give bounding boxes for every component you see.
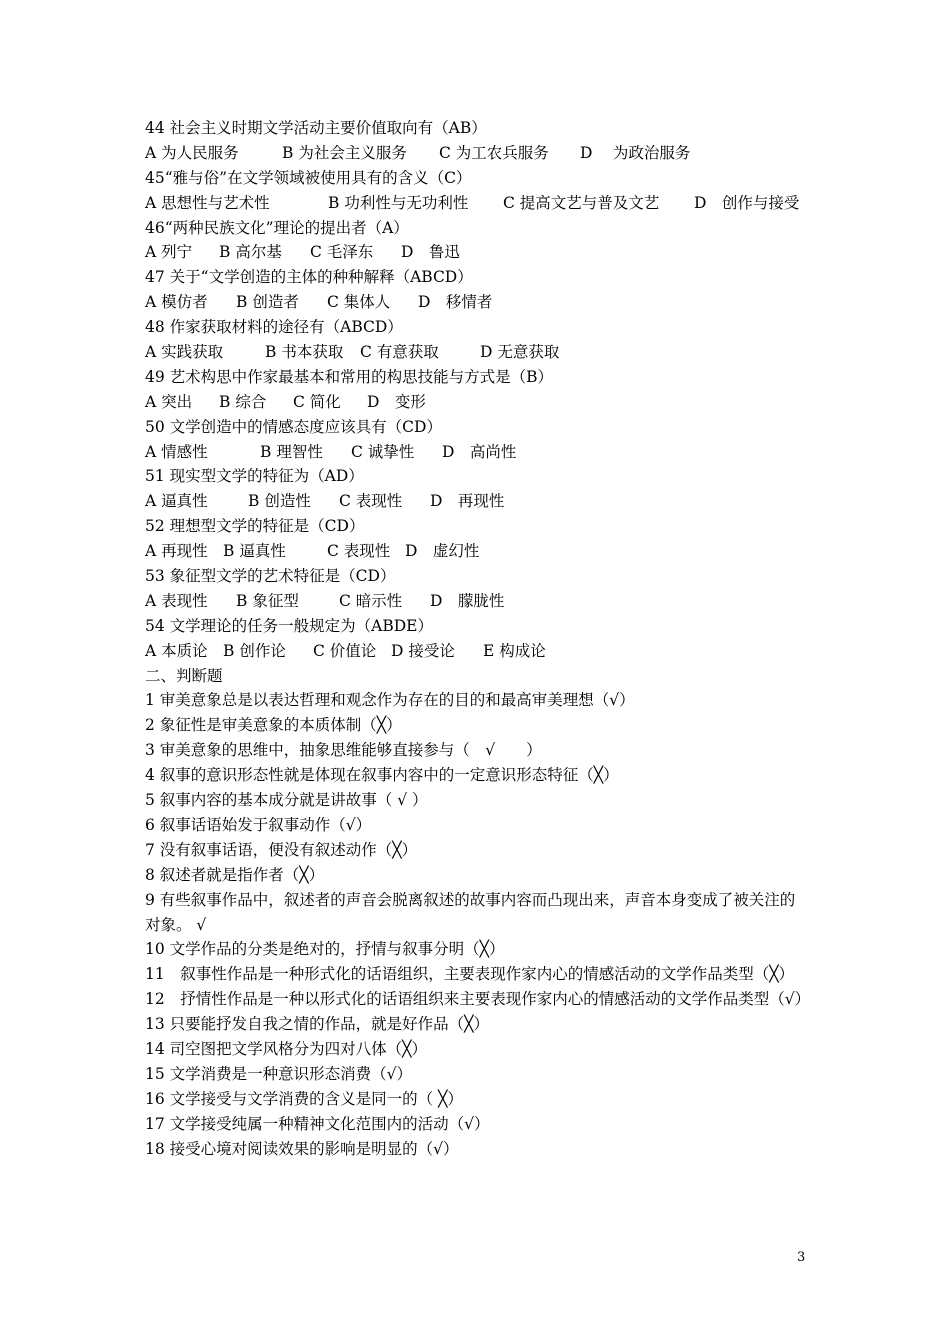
judgement-item: 18 接受心境对阅读效果的影响是明显的（√） bbox=[145, 1139, 459, 1158]
option: C 集体人 bbox=[327, 293, 391, 312]
judgement-item: 9 有些叙事作品中，叙述者的声音会脱离叙述的故事内容而凸现出来，声音本身变成了被关注的对象。 √ bbox=[145, 890, 796, 934]
section-title: 二、判断题 bbox=[145, 666, 223, 685]
question-stem: 52 理想型文学的特征是（CD） bbox=[145, 517, 365, 536]
question-stem: 50 文学创造中的情感态度应该具有（CD） bbox=[145, 417, 442, 436]
option: D 移情者 bbox=[418, 293, 493, 312]
judgement-item: 14 司空图把文学风格分为四对八体（╳） bbox=[145, 1040, 427, 1059]
judgement-item: 1 审美意象总是以表达哲理和观念作为存在的目的和最高审美理想（√） bbox=[145, 691, 635, 710]
answer-options bbox=[145, 340, 810, 365]
option: A 模仿者 bbox=[145, 293, 208, 312]
option: D 无意获取 bbox=[480, 343, 560, 362]
option: D 鲁迅 bbox=[401, 243, 460, 262]
page-number: 3 bbox=[797, 1250, 806, 1265]
option: A 逼真性 bbox=[145, 492, 208, 511]
question-stem: 53 象征型文学的艺术特征是（CD） bbox=[145, 567, 396, 586]
option: D 变形 bbox=[367, 392, 426, 411]
judgement-item: 15 文学消费是一种意识形态消费（√） bbox=[145, 1064, 413, 1083]
option: C 提高文艺与普及文艺 bbox=[503, 193, 660, 212]
option: B 书本获取 bbox=[265, 343, 344, 362]
judgement-item: 13 只要能抒发自我之情的作品，就是好作品（╳） bbox=[145, 1015, 489, 1034]
option: B 逼真性 bbox=[223, 542, 286, 561]
option: A 表现性 bbox=[145, 591, 208, 610]
option: C 有意获取 bbox=[360, 343, 439, 362]
judgement-item: 5 叙事内容的基本成分就是讲故事（ √ ） bbox=[145, 791, 428, 810]
judgement-item: 8 叙述者就是指作者（╳） bbox=[145, 865, 325, 884]
answer-options bbox=[145, 639, 810, 664]
option: B 综合 bbox=[219, 392, 267, 411]
option: D 再现性 bbox=[430, 492, 505, 511]
option: D 高尚性 bbox=[442, 442, 517, 461]
option: A 为人民服务 bbox=[145, 143, 239, 162]
question-stem: 48 作家获取材料的途径有（ABCD） bbox=[145, 318, 403, 337]
option: A 情感性 bbox=[145, 442, 208, 461]
option: B 理智性 bbox=[260, 442, 323, 461]
option: C 表现性 bbox=[339, 492, 403, 511]
option: A 列宁 bbox=[145, 243, 193, 262]
option: D 接受论 bbox=[391, 641, 455, 660]
option: D 朦胧性 bbox=[430, 591, 505, 610]
judgement-item: 11 叙事性作品是一种形式化的话语组织，主要表现作家内心的情感活动的文学作品类型（╳） bbox=[145, 965, 795, 984]
answer-options bbox=[145, 240, 810, 265]
answer-options bbox=[145, 390, 810, 415]
question-stem: 45“雅与俗”在文学领域被使用具有的含义（C） bbox=[145, 168, 472, 187]
answer-options bbox=[145, 489, 810, 514]
option: C 简化 bbox=[293, 392, 341, 411]
option: B 创作论 bbox=[223, 641, 286, 660]
option: A 实践获取 bbox=[145, 343, 224, 362]
option: C 暗示性 bbox=[339, 591, 403, 610]
option: A 思想性与艺术性 bbox=[145, 193, 270, 212]
option: E 构成论 bbox=[483, 641, 546, 660]
answer-options bbox=[145, 191, 810, 216]
option: C 毛泽东 bbox=[310, 243, 374, 262]
option: A 突出 bbox=[145, 392, 193, 411]
answer-options bbox=[145, 141, 810, 166]
option: D 创作与接受 bbox=[694, 193, 800, 212]
question-stem: 44 社会主义时期文学活动主要价值取向有（AB） bbox=[145, 119, 487, 137]
judgement-item: 3 审美意象的思维中，抽象思维能够直接参与（ √ ） bbox=[145, 741, 542, 760]
option: B 创造性 bbox=[248, 492, 311, 511]
question-stem: 54 文学理论的任务一般规定为（ABDE） bbox=[145, 616, 433, 635]
answer-options bbox=[145, 440, 810, 465]
option: D 为政治服务 bbox=[580, 143, 691, 162]
answer-options bbox=[145, 589, 810, 614]
option: D 虚幻性 bbox=[405, 542, 480, 561]
option: A 本质论 bbox=[145, 641, 208, 660]
option: C 诚挚性 bbox=[351, 442, 415, 461]
judgement-item: 16 文学接受与文学消费的含义是同一的（ ╳） bbox=[145, 1089, 463, 1108]
option: B 创造者 bbox=[236, 293, 299, 312]
answer-options bbox=[145, 539, 810, 564]
question-stem: 47 关于“文学创造的主体的种种解释（ABCD） bbox=[145, 268, 473, 287]
judgement-item: 4 叙事的意识形态性就是体现在叙事内容中的一定意识形态特征（╳） bbox=[145, 766, 619, 785]
option: B 功利性与无功利性 bbox=[328, 193, 469, 212]
option: B 为社会主义服务 bbox=[282, 143, 407, 162]
judgement-item: 7 没有叙事话语，便没有叙述动作（╳） bbox=[145, 840, 418, 859]
option: B 高尔基 bbox=[219, 243, 282, 262]
option: C 表现性 bbox=[327, 542, 391, 561]
judgement-item: 12 抒情性作品是一种以形式化的话语组织来主要表现作家内心的情感活动的文学作品类型（√） bbox=[145, 990, 811, 1009]
judgement-item: 6 叙事话语始发于叙事动作（√） bbox=[145, 815, 372, 834]
document-body bbox=[145, 116, 810, 1161]
answer-options bbox=[145, 290, 810, 315]
question-stem: 49 艺术构思中作家最基本和常用的构思技能与方式是（B） bbox=[145, 367, 554, 386]
question-stem: 46“两种民族文化”理论的提出者（A） bbox=[145, 218, 409, 237]
option: C 为工农兵服务 bbox=[439, 143, 549, 162]
question-stem: 51 现实型文学的特征为（AD） bbox=[145, 467, 364, 486]
option: A 再现性 bbox=[145, 542, 208, 561]
judgement-item: 2 象征性是审美意象的本质体制（╳） bbox=[145, 716, 402, 735]
option: C 价值论 bbox=[313, 641, 377, 660]
judgement-item: 10 文学作品的分类是绝对的，抒情与叙事分明（╳） bbox=[145, 940, 505, 959]
judgement-item: 17 文学接受纯属一种精神文化范围内的活动（√） bbox=[145, 1114, 490, 1133]
option: B 象征型 bbox=[236, 591, 299, 610]
